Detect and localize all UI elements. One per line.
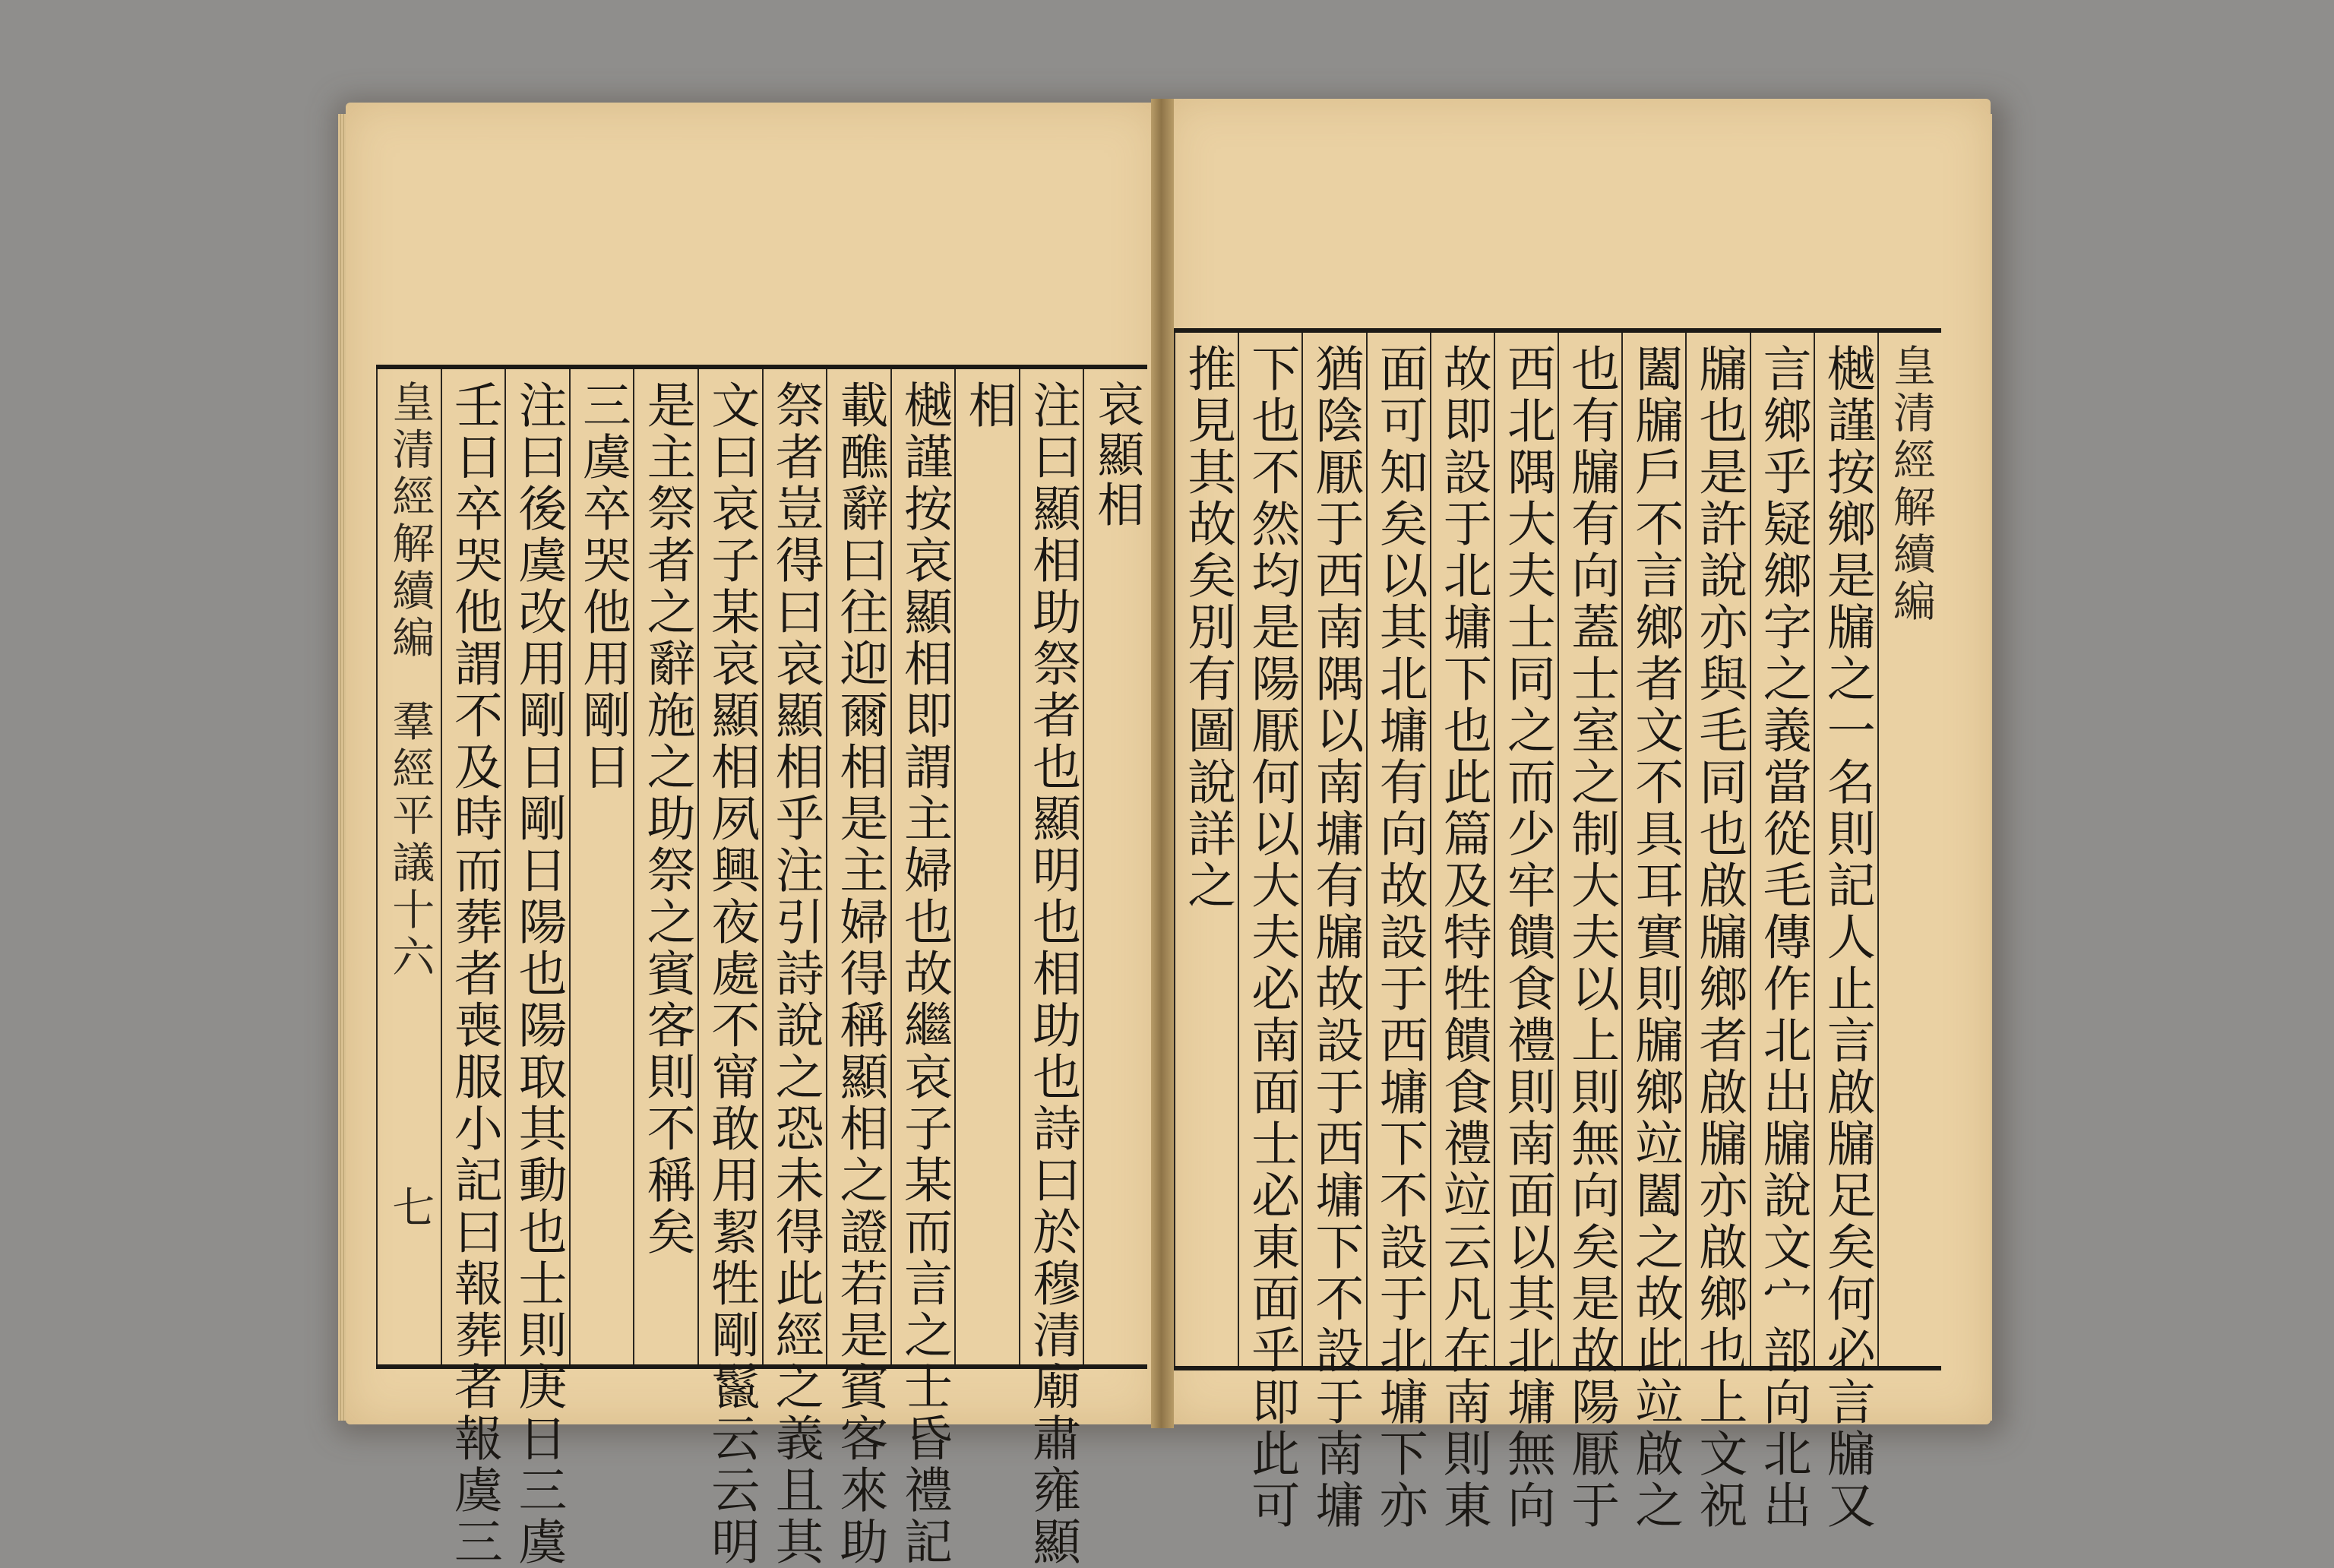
- margin-title: 皇清經解續編: [385, 380, 435, 662]
- text-column: [890, 369, 957, 1568]
- text-column: [1494, 333, 1559, 1532]
- column-text: 壬日卒哭他謂不及時而葬者喪服小記曰報葬者報虞三: [445, 380, 502, 1568]
- column-text: 西北隅大夫士同之而少牢饋食禮則南面以其北墉無向: [1498, 343, 1555, 1532]
- column-text: 下也不然均是陽厭何以大夫必南面士必東面乎即此可: [1243, 343, 1300, 1532]
- column-text: 文曰哀子某哀顯相夙興夜處不甯敢用絜牲剛鬣云云明: [703, 380, 760, 1568]
- column-text: 故即設于北墉下也此篇及特牲饋食禮竝云凡在南則東: [1434, 343, 1491, 1532]
- text-column: [1083, 369, 1149, 1364]
- left-text-frame: [376, 365, 1147, 1568]
- text-column: [633, 369, 699, 1364]
- text-column: [441, 369, 507, 1568]
- column-text: 也有牖有向蓋士室之制大夫以上則無向矣是故陽厭于: [1563, 343, 1620, 1532]
- margin-title-column: [376, 369, 442, 1364]
- text-column: [1558, 333, 1623, 1532]
- right-text-frame: [1174, 328, 1941, 1532]
- margin-title-column: [1877, 333, 1943, 1366]
- margin-title: 皇清經解續編: [1886, 343, 1936, 626]
- text-column: [1174, 333, 1239, 1366]
- text-column: [697, 369, 764, 1568]
- text-column: [826, 369, 892, 1568]
- column-text: 面可知矣以其北墉有向故設于西墉下不設于北墉下亦: [1371, 343, 1428, 1532]
- book-gutter: [1151, 99, 1174, 1428]
- column-text: 牖也是許說亦與毛同也啟牖鄉者啟牖亦啟鄉也上文祝: [1690, 343, 1747, 1532]
- text-column: [762, 369, 828, 1568]
- text-column: [1301, 333, 1367, 1532]
- folio-number: 七: [385, 1185, 435, 1232]
- text-column: [1685, 333, 1750, 1532]
- column-text: 樾謹按哀顯相即謂主婦也故繼哀子某而言之士昏禮記: [895, 380, 952, 1568]
- column-text: 猶陰厭于西南隅以南墉有牖故設于西墉下不設于南墉: [1307, 343, 1364, 1532]
- text-column: [569, 369, 635, 1364]
- text-column: [1621, 333, 1687, 1532]
- column-text: 注曰顯相助祭者也顯明也相助也詩曰於穆清廟肅雍顯: [1024, 380, 1081, 1568]
- text-column: [1366, 333, 1431, 1532]
- text-column: [1238, 333, 1303, 1532]
- column-text: 注曰後虞改用剛日剛日陽也陽取其動也士則庚日三虞: [510, 380, 567, 1568]
- text-column: [1814, 333, 1879, 1532]
- text-column: [504, 369, 571, 1568]
- column-text: 是主祭者之辭施之助祭之賓客則不稱矣: [638, 380, 695, 1258]
- column-text: 言鄉乎疑鄉字之義當從毛傳作北出牖說文宀部向北出: [1754, 343, 1811, 1532]
- column-text: 相: [960, 380, 1017, 432]
- column-text: 闔牖戶不言鄉者文不具耳實則牖鄉竝闔之故此竝啟之: [1627, 343, 1684, 1532]
- column-text: 哀顯相: [1089, 380, 1145, 530]
- margin-subtitle: 羣經平議十六: [385, 699, 435, 982]
- text-column: [1430, 333, 1495, 1532]
- column-text: 三虞卒哭他用剛日: [574, 380, 631, 793]
- text-column: [954, 369, 1020, 1364]
- column-text: 推見其故矣別有圖說詳之: [1179, 343, 1236, 912]
- column-text: 祭者豈得曰哀顯相乎注引詩說之恐未得此經之義且其: [767, 380, 824, 1568]
- column-text: 樾謹按鄉是牖之一名則記人止言啟牖足矣何必言牖又: [1818, 343, 1875, 1532]
- text-column: [1019, 369, 1085, 1568]
- column-text: 載醮辭曰往迎爾相是主婦得稱顯相之證若是賓客來助: [831, 380, 888, 1568]
- text-column: [1750, 333, 1815, 1532]
